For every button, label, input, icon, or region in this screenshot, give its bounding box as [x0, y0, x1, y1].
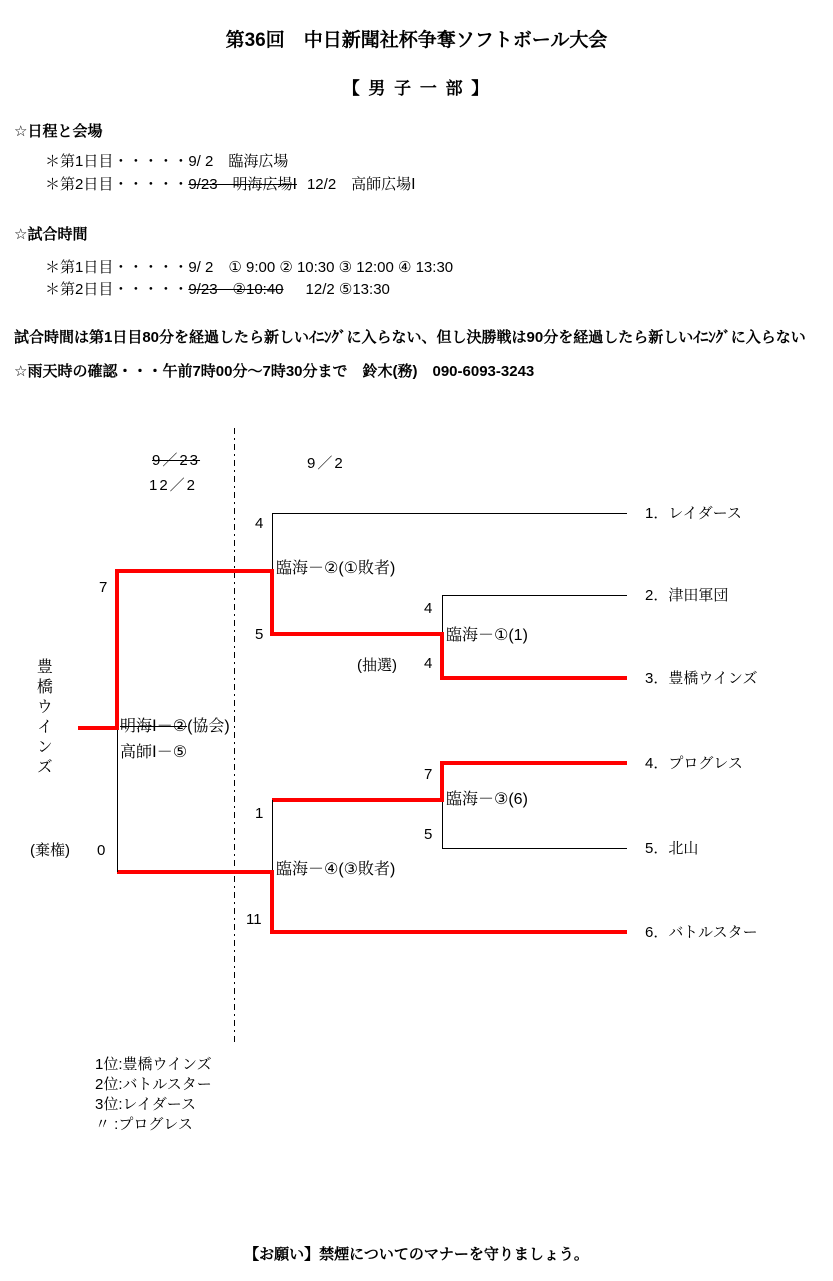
- match3-label: 臨海－③(6): [446, 791, 528, 808]
- bracket-line-team2: [442, 595, 627, 596]
- final-label-cancelled: 明海Ⅰ－②: [120, 718, 188, 735]
- times-day2-value: 12/2 ⑤13:30: [305, 281, 390, 298]
- times-day2-cancelled: 9/23 ②10:40: [188, 281, 284, 298]
- bracket-date-cancelled: 9／23: [152, 452, 201, 469]
- bracket-m4-exit-advance: [117, 870, 274, 874]
- bracket-m2-exit-advance: [117, 569, 274, 573]
- match2-label: 臨海－②(①敗者): [276, 560, 396, 577]
- bracket-m2-vertical-bottom-advance: [270, 569, 274, 636]
- final-label-suffix: (協会): [187, 718, 230, 735]
- schedule-day1-value: 9/ 2 臨海広場: [188, 153, 289, 170]
- bracket-m1-vertical-top: [442, 595, 443, 634]
- bracket-date-revised: 12／2: [149, 477, 198, 494]
- bracket-m1-vertical-bottom-advance: [440, 632, 444, 680]
- bracket-m3-exit-advance: [272, 798, 444, 802]
- times-day1-prefix: ＊第1日目・・・・・: [45, 259, 189, 276]
- match1-lottery-note: (抽選): [357, 657, 397, 674]
- times-day1-value: 9/ 2 ① 9:00 ② 10:30 ③ 12:00 ④ 13:30: [188, 259, 454, 276]
- schedule-day1-prefix: ＊第1日目・・・・・: [45, 153, 189, 170]
- bracket-final-vertical-bottom: [117, 728, 118, 872]
- final-label-alt: 高師Ⅰ－⑤: [120, 744, 188, 761]
- standing-1: 1位:豊橋ウインズ: [95, 1056, 212, 1073]
- bracket-line-team1: [272, 513, 627, 514]
- schedule-day2-value: 12/2 高師広場Ⅰ: [306, 176, 416, 193]
- bracket-m3-vertical-bottom: [442, 800, 443, 848]
- team-label-3: 3．豊橋ウインズ: [645, 670, 758, 687]
- match2-score-top: 4: [255, 515, 264, 532]
- bracket-champion-line: [78, 726, 119, 730]
- bracket-m4-vertical-bottom-advance: [270, 870, 274, 934]
- schedule-day2-cancelled: 9/23 明海広場Ⅰ: [188, 176, 297, 193]
- final-score-top: 7: [99, 579, 108, 596]
- bracket-m1-exit-advance: [272, 632, 444, 636]
- schedule-day2-prefix: ＊第2日目・・・・・: [45, 176, 189, 193]
- schedule-heading: ☆日程と会場: [14, 123, 103, 140]
- champion-name: 豊橋ウインズ: [34, 658, 52, 778]
- bracket-final-vertical-top-advance: [115, 569, 119, 730]
- final-label: [120, 718, 230, 736]
- match1-score-bottom: 4: [424, 655, 433, 672]
- bracket-date-day1: 9／2: [307, 455, 345, 472]
- match3-score-bottom: 5: [424, 826, 433, 843]
- standing-3tie: 〃 :プログレス: [95, 1116, 193, 1133]
- times-day1: [45, 259, 453, 276]
- times-heading: ☆試合時間: [14, 226, 88, 243]
- page-title: 第36回 中日新聞社杯争奪ソフトボール大会: [225, 30, 608, 51]
- standing-3: 3位:レイダース: [95, 1096, 197, 1113]
- standing-2: 2位:バトルスター: [95, 1076, 212, 1093]
- rain-note: ☆雨天時の確認・・・午前7時00分～7時30分まで 鈴木(務) 090-6093-3243: [14, 363, 535, 380]
- match1-label: 臨海－①(1): [446, 627, 528, 644]
- times-day2: [45, 281, 390, 298]
- schedule-day2: [45, 176, 416, 193]
- team-label-2: 2．津田軍団: [645, 587, 729, 604]
- match4-score-bottom: 11: [246, 911, 262, 928]
- bracket-line-team6-advance: [272, 930, 627, 934]
- footer-notice: 【お願い】禁煙についてのマナーを守りましょう。: [244, 1246, 589, 1263]
- page-subtitle: 【 男 子 一 部 】: [342, 79, 491, 98]
- bracket-line-team3-advance: [442, 676, 627, 680]
- bracket-m4-vertical-top: [272, 800, 273, 872]
- match2-score-bottom: 5: [255, 626, 264, 643]
- match4-score-top: 1: [255, 805, 264, 822]
- match3-score-top: 7: [424, 766, 433, 783]
- bracket-m3-vertical-top-advance: [440, 761, 444, 802]
- match1-score-top: 4: [424, 600, 433, 617]
- times-day2-prefix: ＊第2日目・・・・・: [45, 281, 189, 298]
- team-label-4: 4．プログレス: [645, 755, 743, 772]
- round-divider-line: [234, 428, 235, 1042]
- final-forfeit-note: (棄権): [30, 842, 70, 859]
- bracket-line-team5: [442, 848, 627, 849]
- bracket-m2-vertical-top: [272, 513, 273, 571]
- rule-note: 試合時間は第1日目80分を経過したら新しいｲﾆﾝｸﾞに入らない、但し決勝戦は90分を経過したら新しいｲﾆﾝｸﾞに入らない: [14, 329, 806, 346]
- team-label-6: 6．バトルスター: [645, 924, 758, 941]
- team-label-5: 5．北山: [645, 840, 699, 857]
- bracket-line-team4-advance: [442, 761, 627, 765]
- match4-label: 臨海－④(③敗者): [276, 861, 396, 878]
- team-label-1: 1．レイダース: [645, 505, 742, 522]
- schedule-day1: [45, 153, 288, 170]
- final-score-bottom: 0: [97, 842, 106, 859]
